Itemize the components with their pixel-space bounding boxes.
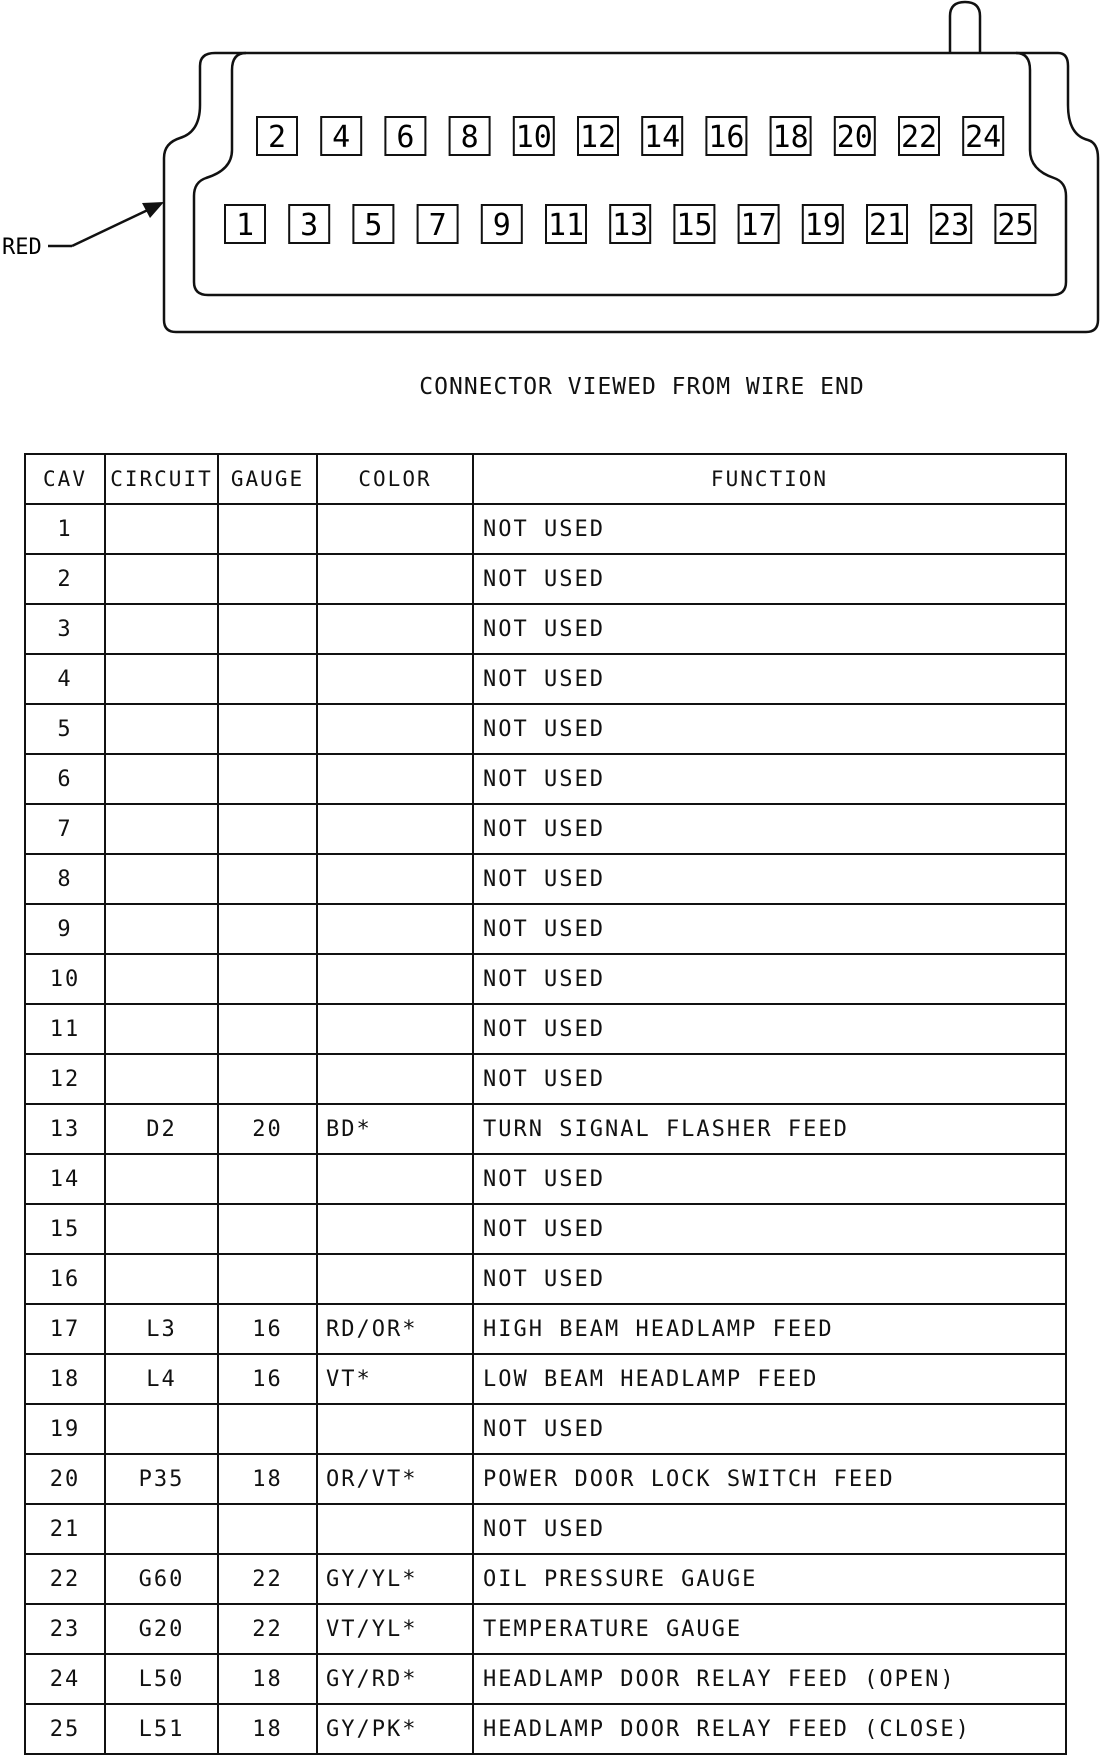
- pin-cavity: [899, 117, 939, 155]
- table-row: [25, 804, 1066, 854]
- pin-number: 15: [676, 208, 713, 243]
- cell-cav: 17: [25, 1304, 105, 1354]
- cell-cav: 2: [25, 554, 105, 604]
- pin-cavity: [450, 117, 490, 155]
- cell-color: [317, 554, 473, 604]
- pin-number: 10: [515, 120, 552, 155]
- cell-circuit: G60: [105, 1554, 218, 1604]
- pin-cavity: [771, 117, 811, 155]
- pin-cavity: [674, 205, 714, 243]
- pin-number: 21: [868, 208, 906, 243]
- pin-cavity: [931, 205, 971, 243]
- cell-cav: 10: [25, 954, 105, 1004]
- header-function: FUNCTION: [473, 454, 1066, 504]
- cell-cav: 12: [25, 1054, 105, 1104]
- pin-cavity: [353, 205, 393, 243]
- cell-circuit: L3: [105, 1304, 218, 1354]
- cell-circuit: G20: [105, 1604, 218, 1654]
- cell-color: [317, 704, 473, 754]
- table-row: [25, 1104, 1066, 1154]
- cell-color: [317, 1204, 473, 1254]
- cell-color: [317, 1504, 473, 1554]
- cell-cav: 13: [25, 1104, 105, 1154]
- cell-circuit: [105, 604, 218, 654]
- cell-color: [317, 754, 473, 804]
- cell-function: NOT USED: [473, 1204, 1066, 1254]
- pin-cavity: [418, 205, 458, 243]
- cell-color: [317, 1054, 473, 1104]
- table-row: [25, 704, 1066, 754]
- cell-function: NOT USED: [473, 1404, 1066, 1454]
- cell-cav: 14: [25, 1154, 105, 1204]
- cell-gauge: [218, 904, 317, 954]
- cell-function: NOT USED: [473, 1054, 1066, 1104]
- cell-function: NOT USED: [473, 654, 1066, 704]
- cell-gauge: [218, 1404, 317, 1454]
- pin-cavity: [803, 205, 843, 243]
- cell-color: [317, 854, 473, 904]
- cell-circuit: [105, 554, 218, 604]
- cell-circuit: P35: [105, 1454, 218, 1504]
- cell-gauge: [218, 954, 317, 1004]
- cell-gauge: [218, 604, 317, 654]
- pin-number: 11: [547, 208, 585, 243]
- cell-gauge: [218, 804, 317, 854]
- cell-circuit: [105, 1254, 218, 1304]
- cell-color: GY/PK*: [317, 1704, 473, 1754]
- pin-cavity: [482, 205, 522, 243]
- cell-color: [317, 904, 473, 954]
- bottom-row-pins: [225, 205, 1035, 243]
- cell-color: RD/OR*: [317, 1304, 473, 1354]
- cell-gauge: [218, 504, 317, 554]
- pin-cavity: [610, 205, 650, 243]
- table-row: [25, 1204, 1066, 1254]
- cell-cav: 7: [25, 804, 105, 854]
- cell-gauge: [218, 1154, 317, 1204]
- cell-circuit: [105, 654, 218, 704]
- connector-inner-face: [194, 53, 1066, 295]
- cell-cav: 21: [25, 1504, 105, 1554]
- cell-color: GY/RD*: [317, 1654, 473, 1704]
- cell-function: HIGH BEAM HEADLAMP FEED: [473, 1304, 1066, 1354]
- cell-gauge: [218, 654, 317, 704]
- cell-cav: 4: [25, 654, 105, 704]
- cell-color: BD*: [317, 1104, 473, 1154]
- cell-cav: 6: [25, 754, 105, 804]
- connector-caption: CONNECTOR VIEWED FROM WIRE END: [419, 374, 865, 400]
- cell-gauge: [218, 1054, 317, 1104]
- indicator-arrow-shaft: [72, 208, 152, 246]
- table-row: [25, 554, 1066, 604]
- pin-number: 25: [997, 208, 1034, 243]
- table-row: [25, 1004, 1066, 1054]
- cell-gauge: 20: [218, 1104, 317, 1154]
- connector-latch-tab: [950, 2, 980, 53]
- cell-function: TURN SIGNAL FLASHER FEED: [473, 1104, 1066, 1154]
- pin-cavity: [385, 117, 425, 155]
- cell-gauge: [218, 554, 317, 604]
- cell-gauge: [218, 1254, 317, 1304]
- pin-number: 8: [460, 120, 479, 155]
- pin-number: 6: [396, 120, 415, 155]
- cell-function: TEMPERATURE GAUGE: [473, 1604, 1066, 1654]
- cell-cav: 3: [25, 604, 105, 654]
- pin-cavity: [739, 205, 779, 243]
- pin-cavity: [642, 117, 682, 155]
- cell-gauge: [218, 1004, 317, 1054]
- table-row: [25, 1554, 1066, 1604]
- cell-gauge: 22: [218, 1554, 317, 1604]
- cell-circuit: [105, 504, 218, 554]
- cell-gauge: 16: [218, 1354, 317, 1404]
- cell-function: NOT USED: [473, 754, 1066, 804]
- cell-cav: 22: [25, 1554, 105, 1604]
- cell-color: [317, 654, 473, 704]
- cell-function: NOT USED: [473, 1004, 1066, 1054]
- cell-circuit: [105, 1004, 218, 1054]
- cell-cav: 25: [25, 1704, 105, 1754]
- cell-gauge: [218, 754, 317, 804]
- cell-color: [317, 1154, 473, 1204]
- cell-color: [317, 1004, 473, 1054]
- table-row: [25, 1654, 1066, 1704]
- pin-number: 23: [933, 208, 970, 243]
- red-indicator-label: RED: [2, 235, 42, 260]
- pin-number: 4: [332, 120, 351, 155]
- cell-gauge: 16: [218, 1304, 317, 1354]
- pin-cavity: [514, 117, 554, 155]
- cell-function: LOW BEAM HEADLAMP FEED: [473, 1354, 1066, 1404]
- cell-circuit: [105, 804, 218, 854]
- cell-function: OIL PRESSURE GAUGE: [473, 1554, 1066, 1604]
- cell-function: NOT USED: [473, 1154, 1066, 1204]
- cell-circuit: D2: [105, 1104, 218, 1154]
- cell-color: [317, 1404, 473, 1454]
- table-row: [25, 1704, 1066, 1754]
- pin-cavity: [257, 117, 297, 155]
- cell-function: NOT USED: [473, 604, 1066, 654]
- header-color: COLOR: [317, 454, 473, 504]
- table-body: [25, 504, 1066, 1754]
- cell-color: VT*: [317, 1354, 473, 1404]
- cell-color: [317, 804, 473, 854]
- cell-cav: 11: [25, 1004, 105, 1054]
- cell-gauge: [218, 704, 317, 754]
- cell-circuit: [105, 954, 218, 1004]
- pin-cavity: [321, 117, 361, 155]
- pin-number: 17: [740, 208, 777, 243]
- cell-cav: 24: [25, 1654, 105, 1704]
- connector-outer-housing: [164, 53, 1098, 332]
- table-row: [25, 604, 1066, 654]
- table-row: [25, 1054, 1066, 1104]
- header-gauge: GAUGE: [218, 454, 317, 504]
- pin-number: 18: [772, 120, 809, 155]
- pin-cavity: [706, 117, 746, 155]
- pin-number: 19: [804, 208, 841, 243]
- cell-cav: 8: [25, 854, 105, 904]
- pin-number: 2: [267, 120, 287, 155]
- connector-diagram: [0, 0, 1120, 345]
- cell-function: HEADLAMP DOOR RELAY FEED (OPEN): [473, 1654, 1066, 1704]
- cell-circuit: [105, 1504, 218, 1554]
- cell-gauge: 18: [218, 1654, 317, 1704]
- table-row: [25, 1604, 1066, 1654]
- cell-circuit: [105, 1204, 218, 1254]
- cell-function: POWER DOOR LOCK SWITCH FEED: [473, 1454, 1066, 1504]
- pin-number: 22: [900, 120, 938, 155]
- pin-cavity: [867, 205, 907, 243]
- pin-number: 24: [965, 120, 1002, 155]
- cell-circuit: L50: [105, 1654, 218, 1704]
- table-row: [25, 1354, 1066, 1404]
- table-row: [25, 1404, 1066, 1454]
- pin-number: 14: [644, 120, 681, 155]
- header-circuit: CIRCUIT: [105, 454, 218, 504]
- cell-function: NOT USED: [473, 1254, 1066, 1304]
- cell-circuit: [105, 754, 218, 804]
- table-row: [25, 1254, 1066, 1304]
- pin-number: 12: [579, 120, 617, 155]
- cell-cav: 23: [25, 1604, 105, 1654]
- cell-circuit: [105, 1154, 218, 1204]
- cell-color: [317, 504, 473, 554]
- cell-circuit: L51: [105, 1704, 218, 1754]
- table-row: [25, 654, 1066, 704]
- pin-cavity: [963, 117, 1003, 155]
- cell-cav: 5: [25, 704, 105, 754]
- pin-cavity: [578, 117, 618, 155]
- table-row: [25, 904, 1066, 954]
- cell-function: NOT USED: [473, 904, 1066, 954]
- cell-gauge: 22: [218, 1604, 317, 1654]
- table-row: [25, 754, 1066, 804]
- cell-function: NOT USED: [473, 954, 1066, 1004]
- cell-color: [317, 954, 473, 1004]
- cell-circuit: [105, 904, 218, 954]
- table-row: [25, 1304, 1066, 1354]
- table-row: [25, 954, 1066, 1004]
- cell-cav: 19: [25, 1404, 105, 1454]
- cell-color: [317, 604, 473, 654]
- cell-circuit: [105, 704, 218, 754]
- pin-number: 5: [364, 208, 383, 243]
- cell-color: [317, 1254, 473, 1304]
- cell-cav: 20: [25, 1454, 105, 1504]
- cell-cav: 15: [25, 1204, 105, 1254]
- cell-function: NOT USED: [473, 1504, 1066, 1554]
- cell-circuit: [105, 1404, 218, 1454]
- pin-number: 9: [492, 208, 511, 243]
- pin-number: 13: [612, 208, 649, 243]
- cell-function: NOT USED: [473, 504, 1066, 554]
- cell-function: NOT USED: [473, 554, 1066, 604]
- cell-circuit: L4: [105, 1354, 218, 1404]
- cell-gauge: [218, 854, 317, 904]
- table-row: [25, 504, 1066, 554]
- cell-function: NOT USED: [473, 804, 1066, 854]
- top-row-pins: [257, 117, 1003, 155]
- cell-color: VT/YL*: [317, 1604, 473, 1654]
- pin-cavity: [546, 205, 586, 243]
- cell-function: NOT USED: [473, 854, 1066, 904]
- cell-cav: 16: [25, 1254, 105, 1304]
- pin-cavity: [289, 205, 329, 243]
- pin-number: 1: [235, 208, 255, 243]
- cell-gauge: 18: [218, 1704, 317, 1754]
- cell-cav: 18: [25, 1354, 105, 1404]
- cell-color: OR/VT*: [317, 1454, 473, 1504]
- pin-cavity: [225, 205, 265, 243]
- cell-color: GY/YL*: [317, 1554, 473, 1604]
- pin-cavity: [995, 205, 1035, 243]
- cell-cav: 1: [25, 504, 105, 554]
- cell-function: NOT USED: [473, 704, 1066, 754]
- cell-function: HEADLAMP DOOR RELAY FEED (CLOSE): [473, 1704, 1066, 1754]
- cell-gauge: [218, 1204, 317, 1254]
- table-row: [25, 1504, 1066, 1554]
- table-row: [25, 1454, 1066, 1504]
- table-row: [25, 854, 1066, 904]
- pin-number: 3: [300, 208, 319, 243]
- header-cav: CAV: [25, 454, 105, 504]
- pin-number: 20: [836, 120, 873, 155]
- cell-circuit: [105, 1054, 218, 1104]
- pin-number: 7: [428, 208, 447, 243]
- table-row: [25, 1154, 1066, 1204]
- cell-gauge: [218, 1504, 317, 1554]
- table-header-row: [25, 454, 1066, 504]
- pin-number: 16: [708, 120, 745, 155]
- cell-cav: 9: [25, 904, 105, 954]
- cell-gauge: 18: [218, 1454, 317, 1504]
- cell-circuit: [105, 854, 218, 904]
- cavity-table: [24, 453, 1067, 1755]
- pin-cavity: [835, 117, 875, 155]
